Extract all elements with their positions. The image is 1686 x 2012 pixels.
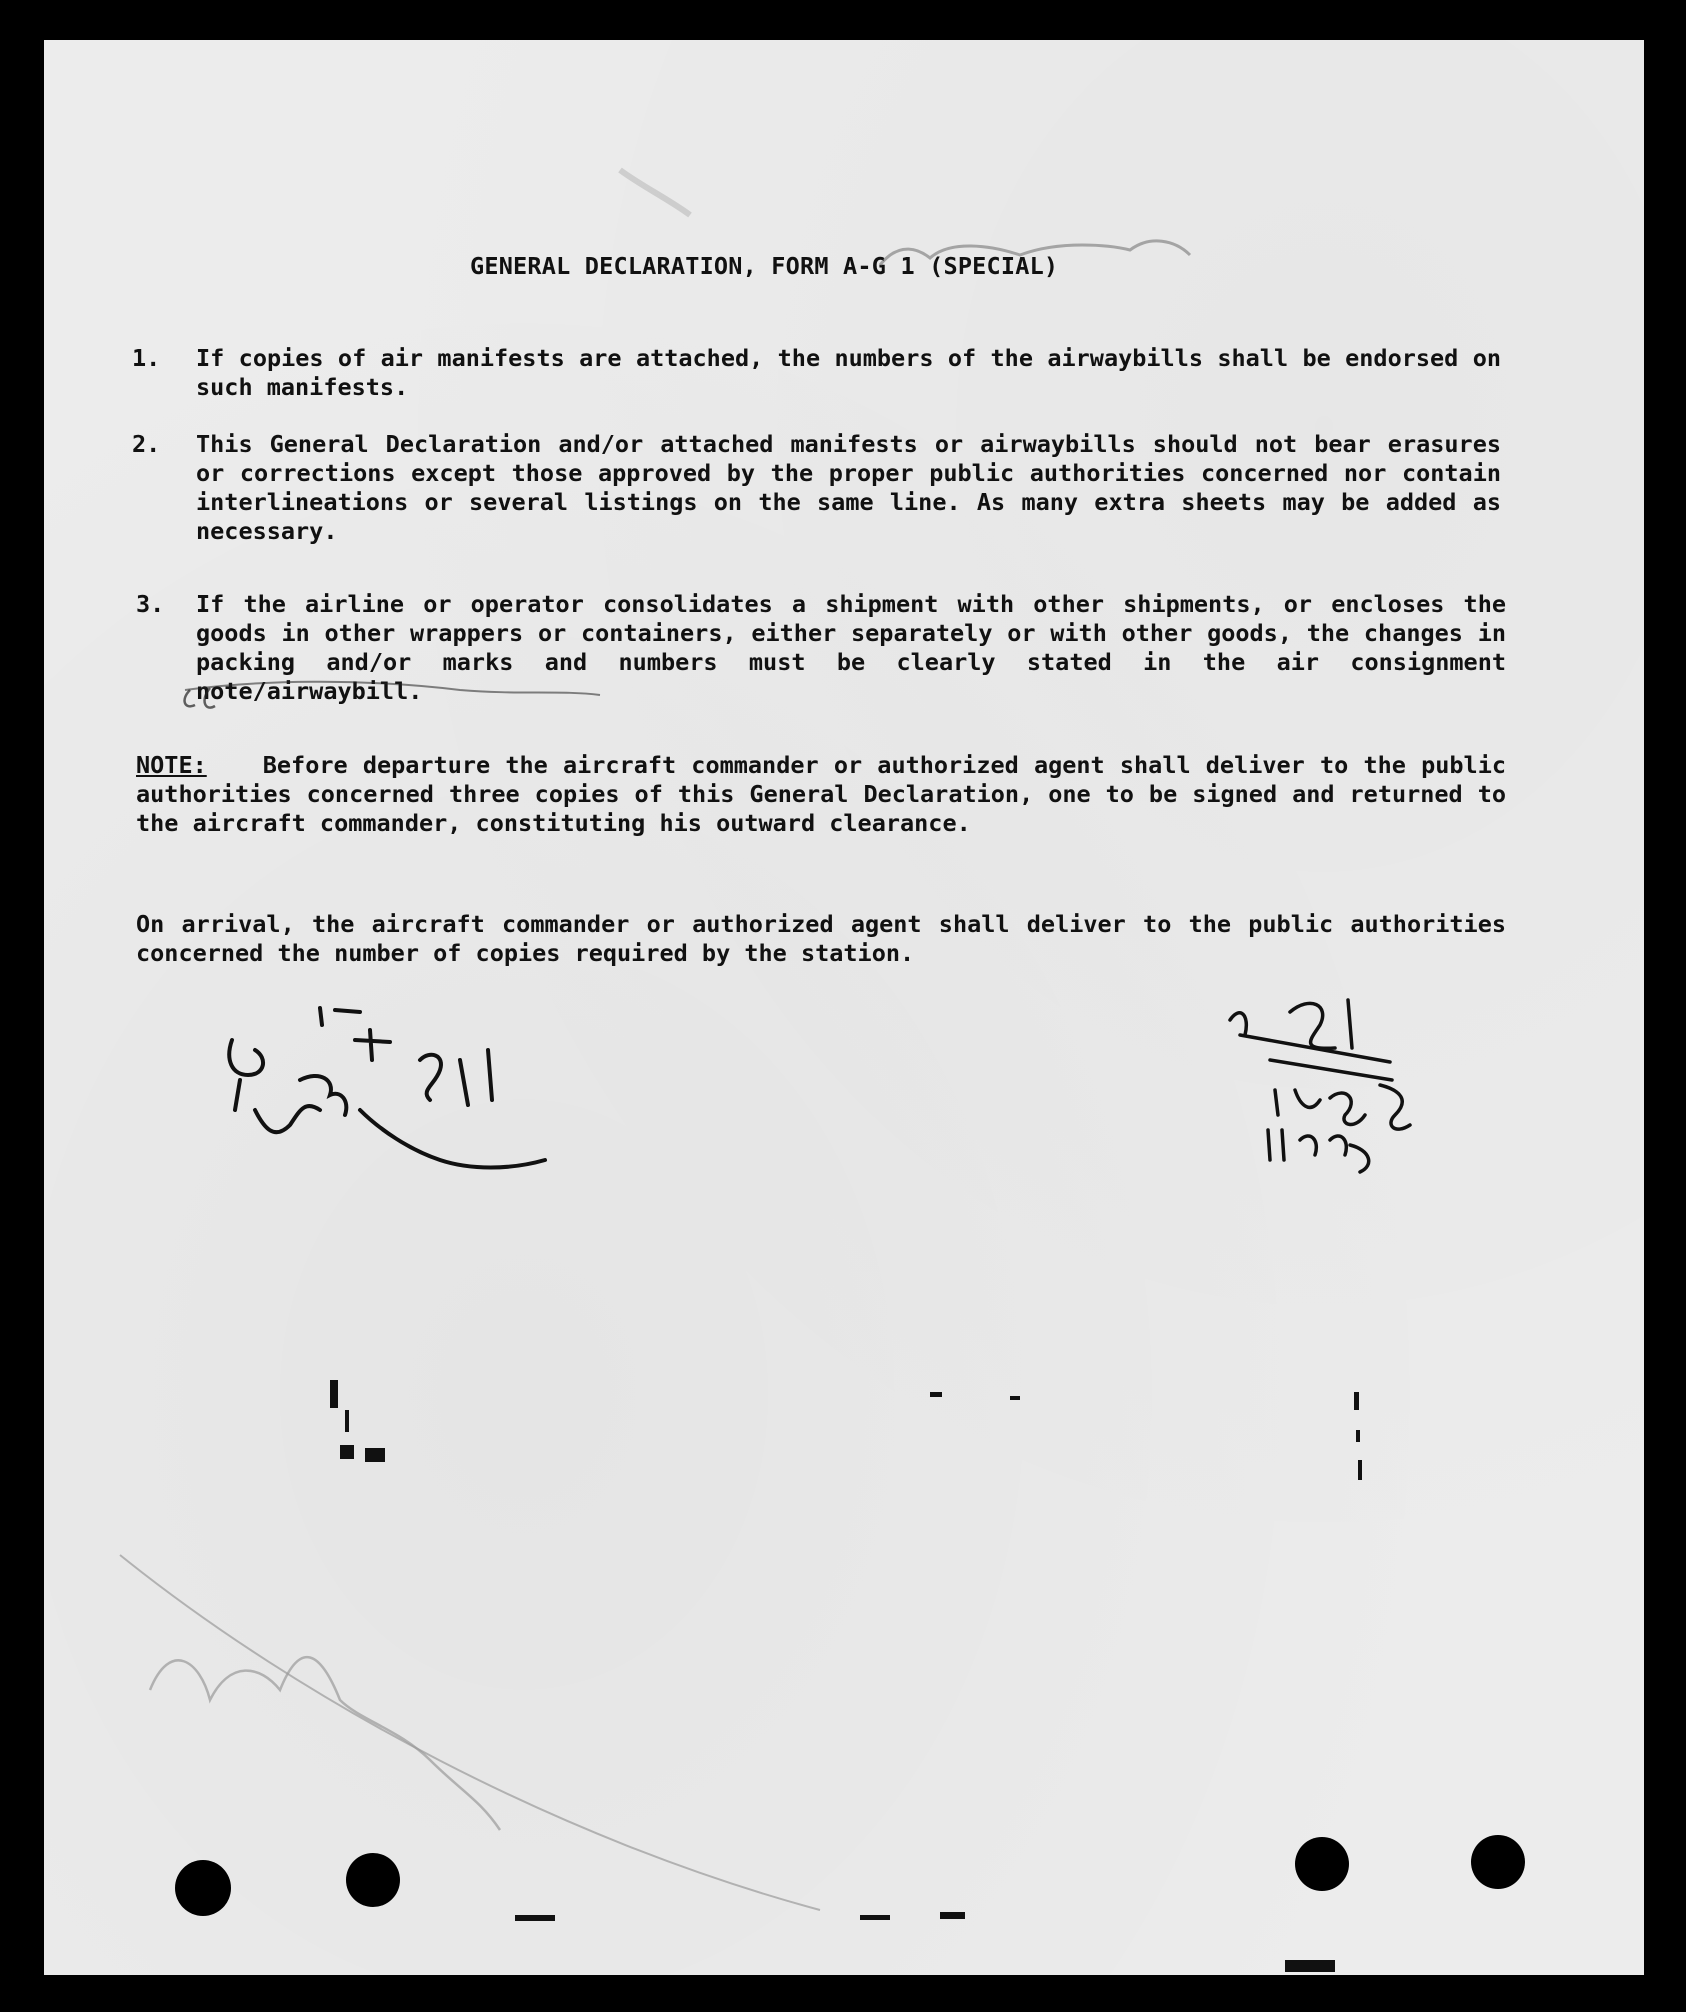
- document-sheet: [44, 40, 1644, 1975]
- item-2-text: This General Declaration and/or attached manifests or airwaybills should not bear erasures or corrections except those approved by the proper public authorities concerned nor contain interlineations or several listings on the same line. As many extra sheets may be added as necessary.: [196, 430, 1501, 545]
- document-title: GENERAL DECLARATION, FORM A-G 1 (SPECIAL): [470, 252, 1059, 280]
- item-3-text: If the airline or operator consolidates a shipment with other shipments, or encloses the goods in other wrappers or containers, either separately or with other goods, the changes in packing and/or marks and numbers must be clearly stated in the air consignment note/airwaybill.: [196, 590, 1506, 705]
- note-paragraph: [136, 751, 1506, 838]
- item-3-number: 3.: [136, 590, 165, 618]
- note-label: NOTE:: [136, 751, 207, 779]
- item-2-number: 2.: [132, 430, 161, 458]
- arrival-paragraph: On arrival, the aircraft commander or authorized agent shall deliver to the public authorities concerned the number of copies required by the station.: [136, 910, 1506, 967]
- item-1-text: If copies of air manifests are attached, the numbers of the airwaybills shall be endorsed on such manifests.: [196, 344, 1501, 401]
- item-1-number: 1.: [132, 344, 161, 372]
- note-text: Before departure the aircraft commander or authorized agent shall deliver to the public authorities concerned three copies of this General Declaration, one to be signed and returned to the aircraft commander, constituting his outward clearance.: [136, 751, 1506, 837]
